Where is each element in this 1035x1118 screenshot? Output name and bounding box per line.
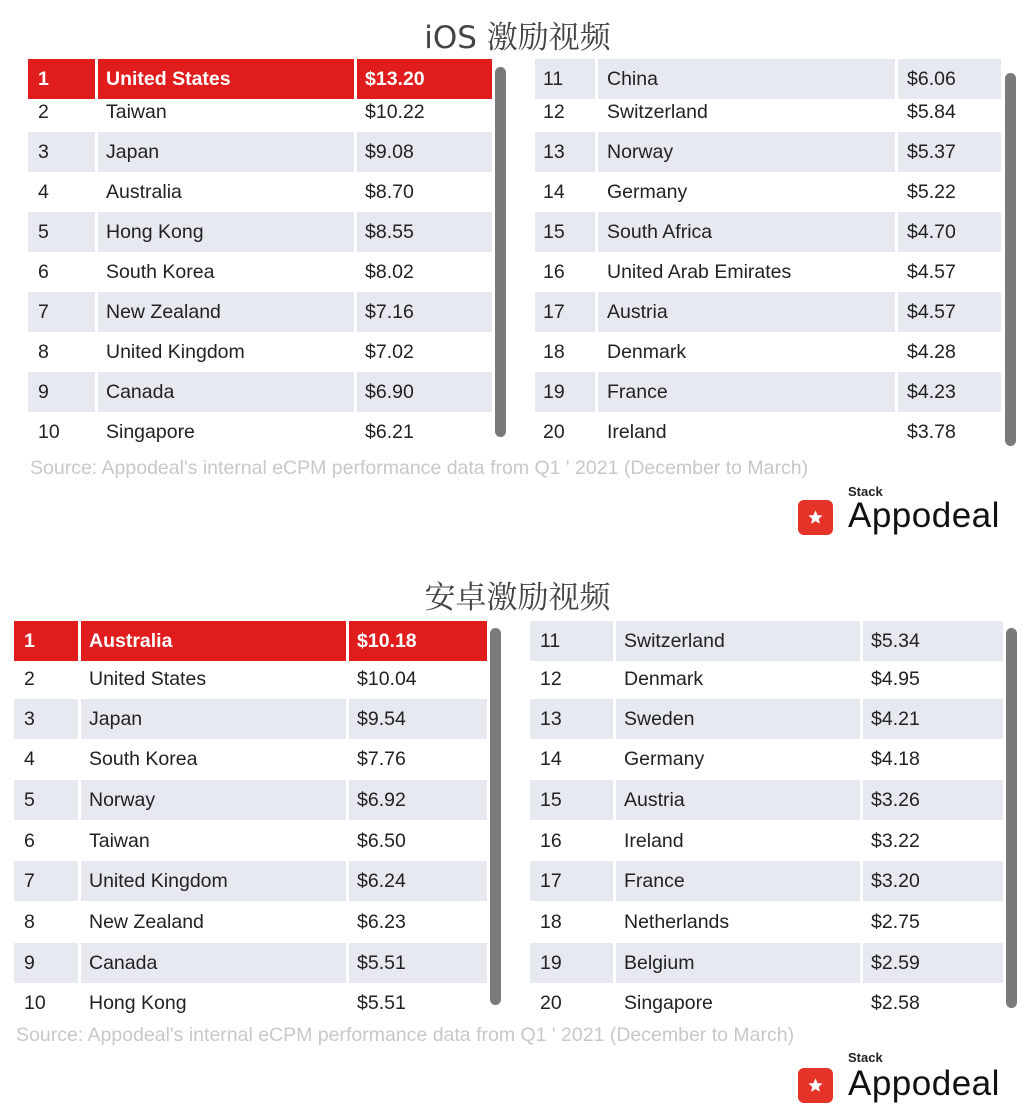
ecpm-cell: $4.21 bbox=[871, 708, 920, 730]
country-cell: Denmark bbox=[624, 668, 704, 690]
ecpm-cell: $5.84 bbox=[907, 101, 956, 123]
column-divider bbox=[354, 132, 357, 172]
ios-section-title: iOS 激励视频 bbox=[424, 20, 611, 56]
ecpm-cell: $6.06 bbox=[907, 68, 956, 90]
column-divider bbox=[860, 699, 863, 739]
column-divider bbox=[595, 212, 598, 252]
country-cell: China bbox=[607, 68, 658, 90]
column-divider bbox=[895, 212, 898, 252]
ecpm-cell: $4.57 bbox=[907, 301, 956, 323]
column-divider bbox=[78, 699, 81, 739]
brand-logo-top bbox=[798, 484, 1028, 540]
rank-cell: 5 bbox=[38, 221, 49, 243]
country-cell: Taiwan bbox=[89, 830, 150, 852]
ecpm-cell: $8.70 bbox=[365, 181, 414, 203]
table-row bbox=[28, 292, 492, 332]
rank-cell: 6 bbox=[24, 830, 35, 852]
rank-cell: 20 bbox=[540, 992, 562, 1014]
country-cell: Norway bbox=[607, 141, 674, 163]
table-row bbox=[28, 132, 492, 172]
brand-mark bbox=[798, 500, 833, 535]
brand-small-text: Stack bbox=[848, 484, 883, 499]
column-divider bbox=[595, 132, 598, 172]
rank-cell: 1 bbox=[38, 68, 49, 90]
ecpm-cell: $4.18 bbox=[871, 748, 920, 770]
country-cell: United Arab Emirates bbox=[607, 261, 792, 283]
ecpm-cell: $4.95 bbox=[871, 668, 920, 690]
column-divider bbox=[860, 780, 863, 820]
column-divider bbox=[346, 943, 349, 983]
android-right-scrollbar[interactable] bbox=[1006, 628, 1017, 1008]
country-cell: Belgium bbox=[624, 952, 695, 974]
table-row bbox=[530, 983, 1003, 1023]
country-cell: United Kingdom bbox=[106, 341, 245, 363]
column-divider bbox=[95, 212, 98, 252]
column-divider bbox=[895, 132, 898, 172]
brand-name: Appodeal bbox=[848, 1064, 1000, 1103]
rank-cell: 2 bbox=[24, 668, 35, 690]
ecpm-cell: $2.75 bbox=[871, 911, 920, 933]
ecpm-cell: $7.02 bbox=[365, 341, 414, 363]
rank-cell: 17 bbox=[540, 870, 562, 892]
rank-cell: 9 bbox=[24, 952, 35, 974]
country-cell: Japan bbox=[89, 708, 143, 730]
country-cell: Taiwan bbox=[106, 101, 167, 123]
rank-cell: 18 bbox=[540, 911, 562, 933]
country-cell: Hong Kong bbox=[106, 221, 204, 243]
brand-name: Appodeal bbox=[848, 496, 1000, 535]
column-divider bbox=[78, 780, 81, 820]
column-divider bbox=[346, 861, 349, 901]
table-row bbox=[14, 739, 487, 779]
table-row bbox=[14, 780, 487, 820]
table-row bbox=[530, 943, 1003, 983]
android-section-title: 安卓激励视频 bbox=[424, 580, 611, 616]
column-divider bbox=[613, 780, 616, 820]
table-row bbox=[28, 252, 492, 292]
table-row bbox=[535, 92, 1001, 132]
column-divider bbox=[354, 212, 357, 252]
ecpm-cell: $3.20 bbox=[871, 870, 920, 892]
ecpm-cell: $5.22 bbox=[907, 181, 956, 203]
rank-cell: 4 bbox=[38, 181, 49, 203]
column-divider bbox=[613, 943, 616, 983]
table-row bbox=[14, 621, 487, 661]
rank-cell: 1 bbox=[24, 630, 35, 652]
ecpm-cell: $6.90 bbox=[365, 381, 414, 403]
ios-right-scrollbar[interactable] bbox=[1005, 73, 1016, 446]
ios-source-note: Source: Appodeal's internal eCPM performance data from Q1 ' 2021 (December to March) bbox=[30, 457, 809, 479]
ecpm-cell: $6.21 bbox=[365, 421, 414, 443]
country-cell: Austria bbox=[624, 789, 685, 811]
rank-cell: 10 bbox=[24, 992, 46, 1014]
country-cell: United States bbox=[106, 68, 231, 90]
table-row bbox=[535, 212, 1001, 252]
country-cell: Singapore bbox=[106, 421, 195, 443]
ecpm-cell: $3.26 bbox=[871, 789, 920, 811]
table-row bbox=[530, 780, 1003, 820]
star-icon bbox=[807, 509, 824, 526]
rank-cell: 13 bbox=[540, 708, 562, 730]
ecpm-cell: $5.34 bbox=[871, 630, 920, 652]
ecpm-cell: $10.18 bbox=[357, 630, 417, 652]
ecpm-cell: $4.28 bbox=[907, 341, 956, 363]
table-row bbox=[535, 372, 1001, 412]
country-cell: Hong Kong bbox=[89, 992, 187, 1014]
ios-table-right bbox=[535, 59, 1001, 459]
column-divider bbox=[595, 372, 598, 412]
brand-small-text: Stack bbox=[848, 1050, 883, 1065]
column-divider bbox=[346, 699, 349, 739]
ecpm-cell: $3.78 bbox=[907, 421, 956, 443]
country-cell: Ireland bbox=[624, 830, 684, 852]
table-row bbox=[530, 902, 1003, 942]
rank-cell: 3 bbox=[24, 708, 35, 730]
country-cell: France bbox=[607, 381, 668, 403]
android-table-right bbox=[530, 621, 1003, 1029]
column-divider bbox=[95, 132, 98, 172]
rank-cell: 8 bbox=[24, 911, 35, 933]
android-left-scrollbar[interactable] bbox=[490, 628, 501, 1005]
country-cell: New Zealand bbox=[106, 301, 221, 323]
rank-cell: 15 bbox=[543, 221, 565, 243]
ecpm-cell: $6.92 bbox=[357, 789, 406, 811]
ecpm-cell: $3.22 bbox=[871, 830, 920, 852]
ecpm-cell: $10.04 bbox=[357, 668, 417, 690]
country-cell: Ireland bbox=[607, 421, 667, 443]
table-row bbox=[535, 132, 1001, 172]
table-row bbox=[28, 92, 492, 132]
ios-left-scrollbar[interactable] bbox=[495, 67, 506, 437]
table-row bbox=[14, 902, 487, 942]
country-cell: Switzerland bbox=[607, 101, 708, 123]
table-row bbox=[14, 821, 487, 861]
star-icon bbox=[807, 1077, 824, 1094]
country-cell: Japan bbox=[106, 141, 160, 163]
table-row bbox=[28, 412, 492, 452]
ecpm-cell: $6.24 bbox=[357, 870, 406, 892]
column-divider bbox=[95, 292, 98, 332]
table-row bbox=[14, 699, 487, 739]
rank-cell: 13 bbox=[543, 141, 565, 163]
country-cell: Australia bbox=[89, 630, 173, 652]
rank-cell: 7 bbox=[38, 301, 49, 323]
rank-cell: 7 bbox=[24, 870, 35, 892]
ecpm-cell: $13.20 bbox=[365, 68, 425, 90]
rank-cell: 14 bbox=[540, 748, 562, 770]
column-divider bbox=[613, 861, 616, 901]
table-row bbox=[28, 372, 492, 412]
rank-cell: 19 bbox=[540, 952, 562, 974]
ecpm-cell: $9.54 bbox=[357, 708, 406, 730]
column-divider bbox=[595, 292, 598, 332]
column-divider bbox=[895, 372, 898, 412]
table-row bbox=[28, 172, 492, 212]
column-divider bbox=[78, 621, 81, 661]
country-cell: France bbox=[624, 870, 685, 892]
rank-cell: 5 bbox=[24, 789, 35, 811]
rank-cell: 14 bbox=[543, 181, 565, 203]
rank-cell: 15 bbox=[540, 789, 562, 811]
table-row bbox=[14, 861, 487, 901]
rank-cell: 18 bbox=[543, 341, 565, 363]
ios-table-left bbox=[28, 59, 492, 459]
column-divider bbox=[860, 861, 863, 901]
rank-cell: 16 bbox=[543, 261, 565, 283]
ecpm-cell: $5.51 bbox=[357, 992, 406, 1014]
rank-cell: 17 bbox=[543, 301, 565, 323]
column-divider bbox=[346, 780, 349, 820]
country-cell: Singapore bbox=[624, 992, 713, 1014]
ecpm-cell: $6.50 bbox=[357, 830, 406, 852]
country-cell: Canada bbox=[89, 952, 158, 974]
table-row bbox=[530, 821, 1003, 861]
ecpm-cell: $10.22 bbox=[365, 101, 425, 123]
table-row bbox=[28, 212, 492, 252]
table-row bbox=[535, 172, 1001, 212]
country-cell: Denmark bbox=[607, 341, 687, 363]
column-divider bbox=[613, 621, 616, 661]
table-row bbox=[14, 659, 487, 699]
country-cell: New Zealand bbox=[89, 911, 204, 933]
country-cell: Germany bbox=[607, 181, 688, 203]
rank-cell: 12 bbox=[543, 101, 565, 123]
ecpm-cell: $4.57 bbox=[907, 261, 956, 283]
table-row bbox=[535, 292, 1001, 332]
country-cell: South Africa bbox=[607, 221, 713, 243]
table-row bbox=[530, 699, 1003, 739]
country-cell: South Korea bbox=[89, 748, 198, 770]
country-cell: Austria bbox=[607, 301, 668, 323]
country-cell: Australia bbox=[106, 181, 182, 203]
android-source-note: Source: Appodeal's internal eCPM performance data from Q1 ' 2021 (December to March) bbox=[16, 1024, 795, 1046]
rank-cell: 11 bbox=[543, 68, 564, 90]
rank-cell: 16 bbox=[540, 830, 562, 852]
table-row bbox=[14, 983, 487, 1023]
rank-cell: 3 bbox=[38, 141, 49, 163]
rank-cell: 8 bbox=[38, 341, 49, 363]
ecpm-cell: $5.51 bbox=[357, 952, 406, 974]
column-divider bbox=[860, 943, 863, 983]
rank-cell: 10 bbox=[38, 421, 60, 443]
ecpm-cell: $2.58 bbox=[871, 992, 920, 1014]
ecpm-cell: $5.37 bbox=[907, 141, 956, 163]
column-divider bbox=[78, 943, 81, 983]
table-row bbox=[14, 943, 487, 983]
rank-cell: 4 bbox=[24, 748, 35, 770]
column-divider bbox=[860, 621, 863, 661]
rank-cell: 19 bbox=[543, 381, 565, 403]
column-divider bbox=[895, 292, 898, 332]
ecpm-cell: $2.59 bbox=[871, 952, 920, 974]
ecpm-cell: $4.23 bbox=[907, 381, 956, 403]
table-row bbox=[28, 332, 492, 372]
brand-mark bbox=[798, 1068, 833, 1103]
table-row bbox=[535, 412, 1001, 452]
rank-cell: 11 bbox=[540, 630, 561, 652]
ecpm-cell: $9.08 bbox=[365, 141, 414, 163]
ecpm-cell: $7.76 bbox=[357, 748, 406, 770]
table-row bbox=[530, 861, 1003, 901]
table-row bbox=[530, 739, 1003, 779]
column-divider bbox=[346, 621, 349, 661]
ecpm-cell: $8.02 bbox=[365, 261, 414, 283]
country-cell: South Korea bbox=[106, 261, 215, 283]
column-divider bbox=[613, 699, 616, 739]
table-row bbox=[535, 332, 1001, 372]
country-cell: Germany bbox=[624, 748, 705, 770]
table-row bbox=[530, 659, 1003, 699]
rank-cell: 20 bbox=[543, 421, 565, 443]
country-cell: Sweden bbox=[624, 708, 695, 730]
android-table-left bbox=[14, 621, 487, 1029]
column-divider bbox=[95, 372, 98, 412]
brand-logo-bottom bbox=[798, 1050, 1028, 1106]
rank-cell: 12 bbox=[540, 668, 562, 690]
column-divider bbox=[354, 372, 357, 412]
rank-cell: 6 bbox=[38, 261, 49, 283]
ecpm-cell: $7.16 bbox=[365, 301, 414, 323]
rank-cell: 2 bbox=[38, 101, 49, 123]
country-cell: Norway bbox=[89, 789, 156, 811]
column-divider bbox=[78, 861, 81, 901]
country-cell: Canada bbox=[106, 381, 175, 403]
ecpm-cell: $8.55 bbox=[365, 221, 414, 243]
rank-cell: 9 bbox=[38, 381, 49, 403]
country-cell: United States bbox=[89, 668, 207, 690]
ecpm-cell: $6.23 bbox=[357, 911, 406, 933]
table-row bbox=[535, 252, 1001, 292]
table-row bbox=[530, 621, 1003, 661]
column-divider bbox=[354, 292, 357, 332]
country-cell: United Kingdom bbox=[89, 870, 228, 892]
country-cell: Switzerland bbox=[624, 630, 725, 652]
country-cell: Netherlands bbox=[624, 911, 730, 933]
ecpm-cell: $4.70 bbox=[907, 221, 956, 243]
